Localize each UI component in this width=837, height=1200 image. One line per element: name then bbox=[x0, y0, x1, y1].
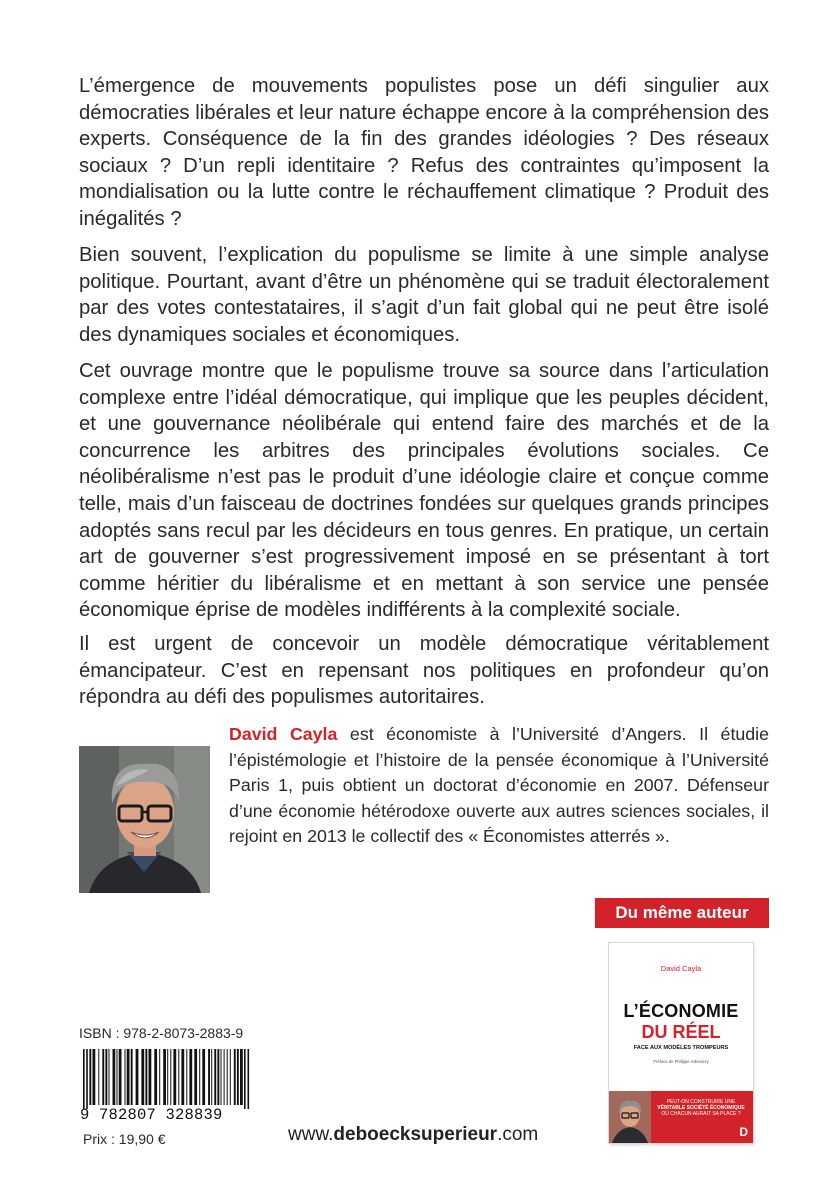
barcode-bar bbox=[93, 1049, 96, 1105]
barcode-bar bbox=[230, 1049, 231, 1105]
barcode-bar bbox=[211, 1049, 212, 1105]
isbn: ISBN : 978-2-8073-2883-9 bbox=[79, 1025, 244, 1041]
cover-bottom-band bbox=[609, 1091, 753, 1143]
barcode-bar bbox=[237, 1049, 239, 1105]
barcode-bar bbox=[217, 1049, 219, 1105]
barcode-bar bbox=[86, 1049, 88, 1109]
body-paragraph-4: Il est urgent de concevoir un modèle démocratique véritablement émancipateur. C’est en repensant nos politiques en profondeur qu’on répondra au défi des populismes autoritaires. bbox=[79, 633, 769, 709]
barcode-bar bbox=[194, 1049, 197, 1105]
website-prefix: www. bbox=[288, 1124, 334, 1145]
barcode-bar bbox=[125, 1049, 126, 1105]
barcode-bar bbox=[131, 1049, 133, 1105]
barcode-bar bbox=[202, 1049, 205, 1105]
barcode-bar bbox=[109, 1049, 110, 1105]
website-suffix: .com bbox=[497, 1124, 539, 1145]
barcode-bar bbox=[119, 1049, 122, 1105]
body-paragraph-3: Cet ouvrage montre que le populisme trouve sa source dans l’articulation complexe entre l’idéal démocratique, qui implique que les peuples décident, et une gouvernance néolibérale qui entend faire des marchés et de la concurrence les arbitres des principales évolutions sociales. Ce néolibéralisme n’est pas le produit d’une idéologie claire et conçue comme telle, mais d’un faisceau de doctrines fondées sur quelques grands principes adoptés sans recul par les décideurs en tous genres. En pratique, un certain art de gouverner s’est progressivement imposé en se présentant à tort comme héritier du libéralisme et en mettant à son service une pensée économique éprise de modèles indifférents à la complexité sociale. bbox=[79, 360, 769, 622]
body-paragraph-2: Bien souvent, l’explication du populisme se limite à une simple analyse politique. Pourtant, avant d’être un phénomène qui se traduit électoralement par des votes contestataires, il s’agit d’un fait global qui ne peut être isolé des dynamiques sociales et économiques. bbox=[79, 244, 769, 346]
barcode-bar bbox=[145, 1049, 147, 1105]
cover-preface: Préface de Philippe Askenazy bbox=[653, 1059, 709, 1064]
cover-blurb bbox=[656, 1099, 746, 1118]
barcode-bar bbox=[240, 1049, 243, 1105]
cover-author: David Cayla bbox=[660, 964, 702, 973]
barcode-bar bbox=[159, 1049, 160, 1105]
cover-subtitle: FACE AUX MODÈLES TROMPEURS bbox=[633, 1045, 729, 1051]
barcode-bar bbox=[154, 1049, 157, 1105]
barcode-bar bbox=[136, 1049, 139, 1105]
publisher-logo: D bbox=[739, 1125, 748, 1139]
barcode-bar bbox=[186, 1049, 187, 1105]
barcode bbox=[79, 1049, 251, 1109]
website-name: deboecksuperieur bbox=[333, 1124, 498, 1145]
barcode-bar bbox=[214, 1049, 216, 1105]
barcode-bar bbox=[83, 1049, 85, 1109]
barcode-bar bbox=[178, 1049, 179, 1105]
barcode-bar bbox=[208, 1049, 210, 1105]
barcode-bar bbox=[113, 1049, 116, 1105]
barcode-bar bbox=[98, 1049, 99, 1105]
barcode-bar bbox=[227, 1049, 228, 1105]
barcode-bar bbox=[221, 1049, 222, 1105]
barcode-bar bbox=[117, 1049, 118, 1105]
barcode-bar bbox=[189, 1049, 192, 1105]
body-paragraph-1: L’émergence de mouvements populistes pose un défi singulier aux démocraties libérales et leur nature échappe encore à la compréhension des experts. Conséquence de la fin des grandes idéologies ? Des réseaux sociaux ? D’un repli identitaire ? Refus des contraintes qu’imposent la mondialisation ou la lutte contre le réchauffement climatique ? Produit des inégalités ? bbox=[79, 75, 769, 230]
barcode-bar bbox=[167, 1049, 168, 1105]
barcode-bar bbox=[170, 1049, 171, 1105]
barcode-bar bbox=[181, 1049, 184, 1105]
barcode-digits: 9 782807 328839 bbox=[80, 1106, 223, 1124]
author-bio-text: est économiste à l’Université d’Angers. Il étudie l’épistémologie et l’histoire de la pensée économique à l’Université Paris 1, puis obtient un doctorat d’économie en 2007. Défenseur d’une économie hétérodoxe ouverte aux autres sciences sociales, il rejoint en 2013 le collectif des « Économistes atterrés ». bbox=[229, 724, 770, 847]
price: Prix : 19,90 € bbox=[83, 1131, 166, 1147]
barcode-bar bbox=[234, 1049, 236, 1105]
barcode-bar bbox=[199, 1049, 200, 1105]
barcode-bar bbox=[244, 1049, 246, 1109]
author-bio bbox=[229, 722, 769, 850]
barcode-bar bbox=[105, 1049, 107, 1105]
cover-blurb-line-2: VÉRITABLE SOCIÉTÉ ÉCONOMIQUE bbox=[657, 1105, 745, 1112]
barcode-bar bbox=[149, 1049, 152, 1105]
cover-title-line-2: DU RÉEL bbox=[641, 1022, 721, 1042]
barcode-bar bbox=[224, 1049, 225, 1105]
barcode-bar bbox=[173, 1049, 176, 1105]
book-cover bbox=[609, 943, 753, 1143]
publisher-website[interactable] bbox=[288, 1124, 538, 1146]
cover-blurb-line-3: OÙ CHACUN AURAIT SA PLACE ? bbox=[661, 1111, 741, 1118]
cover-blurb-line-1: PEUT-ON CONSTRUIRE UNE bbox=[666, 1099, 736, 1105]
barcode-bar bbox=[89, 1049, 91, 1105]
cover-author-photo bbox=[609, 1091, 651, 1143]
author-name: David Cayla bbox=[229, 724, 338, 744]
author-photo bbox=[79, 746, 210, 893]
same-author-label: Du même auteur bbox=[595, 898, 769, 928]
barcode-bar bbox=[141, 1049, 144, 1105]
barcode-bar bbox=[163, 1049, 166, 1105]
barcode-bar bbox=[127, 1049, 130, 1105]
barcode-bar bbox=[248, 1049, 250, 1109]
cover-title-line-1: L’ÉCONOMIE bbox=[623, 1001, 739, 1021]
barcode-bar bbox=[102, 1049, 104, 1105]
